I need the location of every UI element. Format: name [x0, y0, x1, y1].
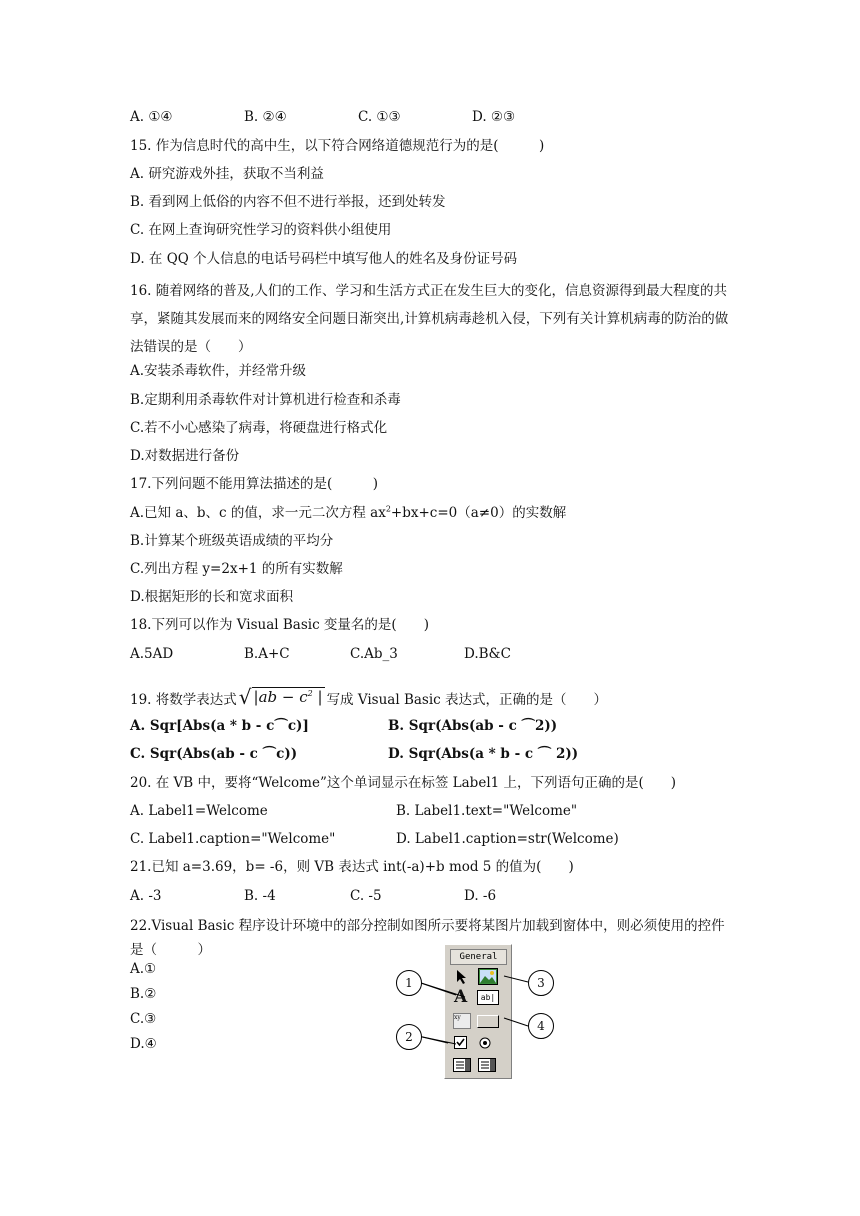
q20-stem: 20. 在 VB 中，要将“Welcome”这个单词显示在标签 Label1 上，下列语句正确的是( ): [130, 775, 677, 791]
callout-3: 3: [528, 970, 554, 996]
q22-stem: 22.Visual Basic 程序设计环境中的部分控制如图所示要将某图片加载到窗体中，则必须使用的控件是（ ）: [130, 918, 725, 958]
q21-stem: 21.已知 a=3.69，b= -6，则 VB 表达式 int(-a)+b mod 5 的值为( ): [130, 859, 574, 875]
q18-option-b: B.A+C: [244, 646, 290, 662]
q15-option-d: D. 在 QQ 个人信息的电话号码栏中填写他人的姓名及身份证号码: [130, 251, 518, 267]
q18-stem: 18.下列可以作为 Visual Basic 变量名的是( ): [130, 617, 429, 633]
q14-option-c: C. ①③: [358, 109, 401, 125]
q16-option-d: D.对数据进行备份: [130, 448, 240, 464]
q19-option-b: B. Sqr(Abs(ab - c ⌒2)): [388, 718, 558, 734]
q18-option-c: C.Ab_3: [350, 646, 398, 662]
q14-option-d: D. ②③: [472, 109, 516, 125]
q14-option-b: B. ②④: [244, 109, 287, 125]
textbox-control-icon: ab|: [477, 990, 499, 1005]
frame-control-icon: xy: [453, 1013, 471, 1029]
q19-stem: [130, 687, 607, 710]
q18-option-a: A.5AD: [130, 646, 174, 662]
q20-option-c: C. Label1.caption="Welcome": [130, 831, 336, 847]
q22-option-d: D.④: [130, 1036, 157, 1052]
q18-option-d: D.B&C: [464, 646, 511, 662]
formula-sup: 2: [307, 689, 313, 698]
q15-stem: 15. 作为信息时代的高中生，以下符合网络道德规范行为的是( ): [130, 138, 545, 154]
q20-option-d: D. Label1.caption=str(Welcome): [396, 831, 619, 847]
combobox-icon: [453, 1058, 471, 1072]
q19-option-a: A. Sqr[Abs(a * b - c⌒c)]: [130, 718, 309, 734]
q17-option-d: D.根据矩形的长和宽求面积: [130, 589, 294, 605]
q17-option-b: B.计算某个班级英语成绩的平均分: [130, 533, 334, 549]
toolbox-general-tab: General: [450, 949, 507, 965]
q20-option-b: B. Label1.text="Welcome": [396, 803, 578, 819]
q15-option-c: C. 在网上查询研究性学习的资料供小组使用: [130, 222, 392, 238]
callout-4: 4: [528, 1013, 554, 1039]
q16-option-b: B.定期利用杀毒软件对计算机进行检查和杀毒: [130, 392, 401, 408]
q21-option-b: B. -4: [244, 888, 276, 904]
q21-option-a: A. -3: [130, 888, 162, 904]
q19-stem-post: 写成 Visual Basic 表达式，正确的是（ ）: [326, 692, 608, 708]
sqrt-formula: √ $|ab - c^2$ |: [238, 685, 323, 709]
listbox-icon: [478, 1058, 496, 1072]
q21-option-c: C. -5: [350, 888, 382, 904]
callout-1: 1: [396, 970, 422, 996]
q21-option-d: D. -6: [464, 888, 497, 904]
q22-option-a: A.①: [130, 961, 157, 977]
formula-main: ab − c: [258, 688, 308, 706]
q17-option-c: C.列出方程 y=2x+1 的所有实数解: [130, 561, 343, 577]
q19-stem-pre: 19. 将数学表达式: [130, 692, 237, 708]
q14-option-a: A. ①④: [130, 109, 173, 125]
q17-option-a-sup: 2: [385, 504, 391, 514]
q17-option-a-post: +bx+c=0（a≠0）的实数解: [390, 505, 567, 521]
label-control-icon: A: [454, 987, 468, 1007]
q17-stem: 17.下列问题不能用算法描述的是( ): [130, 476, 379, 492]
q16-stem: 16. 随着网络的普及,人们的工作、学习和生活方式正在发生巨大的变化，信息资源得到最大程度的共享，紧随其发展而来的网络安全问题日渐突出,计算机病毒趁机入侵，下列有关计算机病毒的防治的做法错误的是（ ）: [130, 283, 729, 355]
q22-option-b: B.②: [130, 986, 157, 1002]
q19-option-d: D. Sqr(Abs(a * b - c ⌒ 2)): [388, 746, 579, 762]
q15-option-a: A. 研究游戏外挂，获取不当利益: [130, 166, 324, 182]
callout-2: 2: [396, 1024, 422, 1050]
q17-option-a-pre: A.已知 a、b、c 的值，求一元二次方程 ax: [130, 505, 386, 521]
q15-option-b: B. 看到网上低俗的内容不但不进行举报，还到处转发: [130, 194, 446, 210]
q16-option-c: C.若不小心感染了病毒，将硬盘进行格式化: [130, 420, 388, 436]
q17-option-a: [130, 503, 566, 523]
q22-option-c: C.③: [130, 1011, 157, 1027]
q16-option-a: A.安装杀毒软件，并经常升级: [130, 363, 307, 379]
q19-option-c: C. Sqr(Abs(ab - c ⌒c)): [130, 746, 298, 762]
q20-option-a: A. Label1=Welcome: [130, 803, 268, 819]
